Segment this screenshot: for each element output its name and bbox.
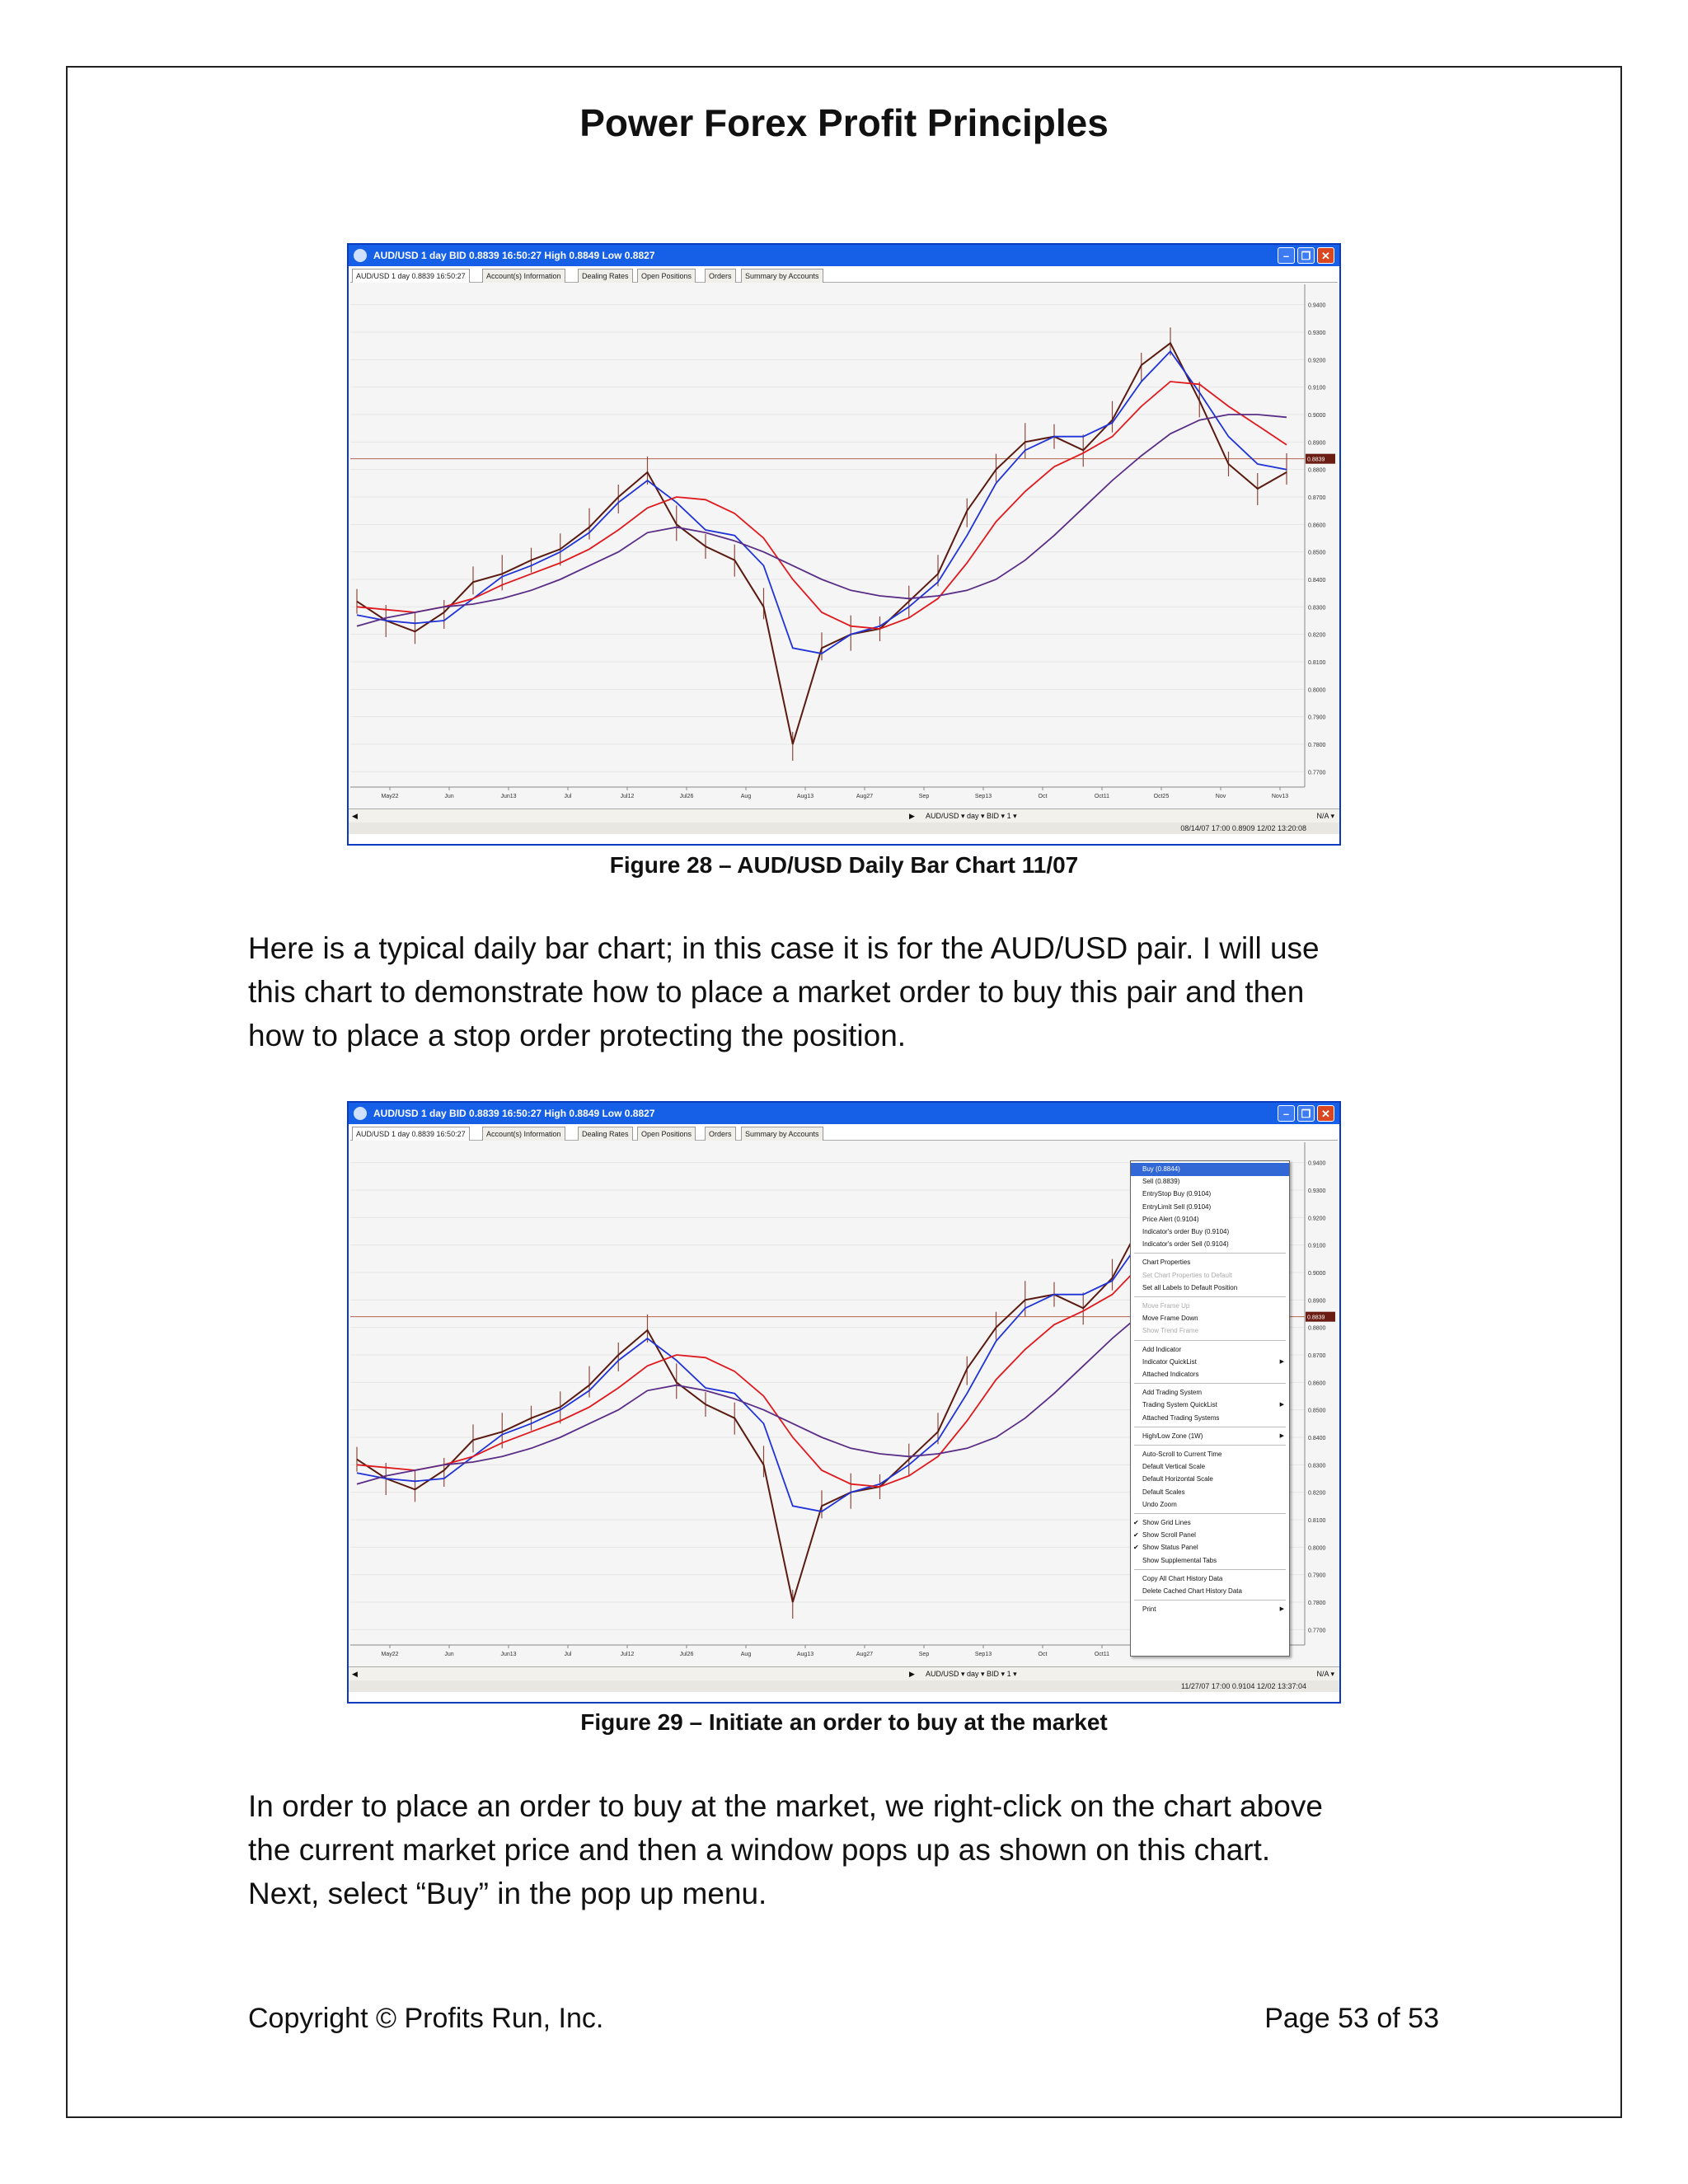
paragraph-2-line: the current market price and then a window pops up as shown on this chart. [248, 1833, 1271, 1867]
menu-item-label: Default Vertical Scale [1142, 1463, 1206, 1471]
menu-item[interactable] [1131, 1486, 1289, 1499]
menu-item[interactable] [1131, 1238, 1289, 1251]
menu-item[interactable] [1131, 1368, 1289, 1381]
x-tick-label: Jul [564, 794, 572, 799]
checkmark-icon: ✔ [1133, 1531, 1139, 1540]
paragraph-1 [248, 926, 1451, 1057]
chart-window-figure-28 [347, 243, 1341, 846]
x-tick-label: Nov [1215, 794, 1226, 799]
x-tick-label: Oct [1038, 1652, 1048, 1657]
y-tick-label: 0.8500 [1308, 1408, 1326, 1414]
x-tick-label: Jul26 [679, 1652, 694, 1657]
current-price-label: 0.8839 [1307, 1315, 1325, 1321]
y-tick-label: 0.9300 [1308, 1188, 1326, 1194]
maximize-icon[interactable]: ❐ [1297, 247, 1315, 264]
tab-accounts[interactable]: Account(s) Information [482, 1127, 565, 1141]
paragraph-1-line: how to place a stop order protecting the position. [248, 1019, 907, 1052]
menu-item-label: Show Status Panel [1142, 1544, 1198, 1552]
menu-separator [1134, 1296, 1286, 1297]
tab-dealing-rates[interactable]: Dealing Rates [578, 269, 633, 283]
menu-item-label: Add Trading System [1142, 1389, 1203, 1397]
y-tick-label: 0.8300 [1308, 605, 1326, 612]
x-tick-label: Jun13 [500, 794, 517, 799]
tab-summary[interactable]: Summary by Accounts [741, 1127, 823, 1141]
tab-summary[interactable]: Summary by Accounts [741, 269, 823, 283]
menu-item[interactable] [1131, 1226, 1289, 1239]
y-tick-label: 0.8700 [1308, 1353, 1326, 1359]
menu-item-label: Delete Cached Chart History Data [1142, 1587, 1242, 1595]
menu-item-label: Indicator's order Buy (0.9104) [1142, 1228, 1230, 1235]
menu-item-label: Undo Zoom [1142, 1500, 1177, 1508]
menu-item[interactable] [1131, 1554, 1289, 1568]
x-tick-label: Oct11 [1094, 794, 1110, 799]
menu-item-label: Show Grid Lines [1142, 1519, 1191, 1526]
tab-accounts[interactable]: Account(s) Information [482, 269, 565, 283]
x-tick-label: May22 [381, 1652, 399, 1657]
tab-orders[interactable]: Orders [705, 269, 736, 283]
x-tick-label: Sep13 [974, 794, 992, 799]
y-tick-label: 0.8900 [1308, 440, 1326, 447]
maximize-icon[interactable]: ❐ [1297, 1105, 1315, 1122]
app-icon [354, 1107, 367, 1120]
price-chart[interactable] [349, 283, 1339, 808]
menu-item[interactable] [1131, 1175, 1289, 1188]
tab-dealing-rates[interactable]: Dealing Rates [578, 1127, 633, 1141]
x-tick-label: Aug [740, 1652, 752, 1657]
x-tick-label: Jul [564, 1652, 572, 1657]
menu-item[interactable] [1131, 1448, 1289, 1461]
menu-item-label: Auto-Scroll to Current Time [1142, 1451, 1222, 1458]
x-tick-label: Oct11 [1094, 1652, 1110, 1657]
submenu-arrow-icon: ▶ [1279, 1432, 1284, 1439]
window-title: AUD/USD 1 day BID 0.8839 16:50:27 High 0.8849 Low 0.8827 [373, 1108, 655, 1119]
window-title-bar [349, 245, 1339, 266]
x-tick-label: May22 [381, 794, 399, 799]
chart-context-menu [1130, 1160, 1290, 1657]
menu-item[interactable] [1131, 1572, 1289, 1586]
x-tick-label: Nov13 [1271, 794, 1289, 799]
menu-separator [1134, 1445, 1286, 1446]
menu-item[interactable] [1131, 1201, 1289, 1214]
menu-item[interactable] [1131, 1213, 1289, 1226]
menu-item[interactable] [1131, 1460, 1289, 1474]
scroll-left-icon[interactable]: ◀ [352, 812, 358, 820]
menu-separator [1134, 1383, 1286, 1384]
checkmark-icon: ✔ [1133, 1544, 1139, 1552]
y-tick-label: 0.9400 [1308, 302, 1326, 309]
menu-item-label: High/Low Zone (1W) [1142, 1432, 1203, 1440]
minimize-icon[interactable]: – [1278, 1105, 1295, 1122]
menu-item[interactable] [1131, 1516, 1289, 1530]
y-tick-label: 0.8200 [1308, 632, 1326, 639]
menu-item[interactable] [1131, 1188, 1289, 1201]
footer-copyright: Copyright © Profits Run, Inc. [248, 2003, 604, 2034]
submenu-arrow-icon: ▶ [1279, 1358, 1284, 1365]
scroll-left-icon[interactable]: ◀ [352, 1670, 358, 1678]
menu-item-label: Default Scales [1142, 1488, 1185, 1496]
y-tick-label: 0.8900 [1308, 1298, 1326, 1305]
menu-item[interactable] [1131, 1541, 1289, 1554]
menu-item-label: Default Horizontal Scale [1142, 1475, 1213, 1483]
tab-orders[interactable]: Orders [705, 1127, 736, 1141]
y-tick-label: 0.8100 [1308, 1518, 1326, 1524]
status-bar: 11/27/07 17:00 0.9104 12/02 13:37:04 [349, 1680, 1339, 1692]
menu-item[interactable] [1131, 1603, 1289, 1616]
y-tick-label: 0.8000 [1308, 1545, 1326, 1552]
menu-item[interactable] [1131, 1356, 1289, 1369]
tab-strip [350, 267, 1338, 283]
x-tick-label: Aug13 [796, 1652, 814, 1657]
menu-item [1131, 1324, 1289, 1338]
paragraph-2-line: In order to place an order to buy at the market, we right-click on the chart above [248, 1789, 1323, 1823]
menu-item-label: Trading System QuickList [1142, 1401, 1217, 1409]
x-tick-label: Jun [444, 794, 454, 799]
menu-item-label: Copy All Chart History Data [1142, 1574, 1223, 1582]
y-tick-label: 0.8300 [1308, 1463, 1326, 1469]
menu-item-label: Add Indicator [1142, 1345, 1182, 1353]
menu-item-label: Show Trend Frame [1142, 1327, 1199, 1335]
y-tick-label: 0.7800 [1308, 743, 1326, 748]
y-tick-label: 0.8100 [1308, 660, 1326, 666]
menu-item-label: Indicator's order Sell (0.9104) [1142, 1240, 1229, 1249]
tab-chart[interactable]: AUD/USD 1 day 0.8839 16:50:27 [352, 1127, 470, 1141]
menu-item-label: Price Alert (0.9104) [1142, 1215, 1199, 1223]
menu-item-label: Buy (0.8844) [1142, 1165, 1180, 1173]
x-tick-label: Jun [444, 1652, 454, 1657]
menu-item-label: Move Frame Up [1142, 1302, 1190, 1310]
x-tick-label: Aug [740, 794, 752, 799]
menu-item-label: Show Scroll Panel [1142, 1531, 1196, 1540]
menu-item-label: EntryLimit Sell (0.9104) [1142, 1202, 1212, 1211]
menu-item [1131, 1300, 1289, 1313]
scroll-right-icon[interactable]: ▶ [909, 1670, 915, 1678]
menu-item-label: Move Frame Down [1142, 1315, 1198, 1323]
chart-window-figure-29 [347, 1101, 1341, 1704]
menu-item[interactable] [1131, 1585, 1289, 1598]
current-price-label: 0.8839 [1307, 457, 1325, 463]
x-tick-label: Aug27 [856, 794, 874, 799]
checkmark-icon: ✔ [1133, 1519, 1139, 1526]
figure-29-caption: Figure 29 – Initiate an order to buy at the market [580, 1709, 1108, 1735]
symbol-selector[interactable]: AUD/USD ▾ day ▾ BID ▾ 1 ▾ [926, 1670, 1017, 1678]
menu-item-label: EntryStop Buy (0.9104) [1142, 1190, 1212, 1198]
x-tick-label: Jul12 [620, 1652, 635, 1657]
app-icon [354, 249, 367, 262]
na-selector[interactable]: N/A ▾ [1316, 1670, 1334, 1678]
x-tick-label: Aug13 [796, 794, 814, 799]
x-tick-label: Jul26 [679, 794, 694, 799]
menu-item[interactable] [1131, 1282, 1289, 1295]
submenu-arrow-icon: ▶ [1279, 1402, 1284, 1408]
tab-open-positions[interactable]: Open Positions [637, 269, 696, 283]
window-title-bar [349, 1103, 1339, 1124]
menu-separator [1134, 1340, 1286, 1341]
y-tick-label: 0.7800 [1308, 1601, 1326, 1606]
y-tick-label: 0.9200 [1308, 1216, 1326, 1222]
menu-item[interactable] [1131, 1343, 1289, 1357]
x-tick-label: Jul12 [620, 794, 635, 799]
menu-item[interactable] [1131, 1386, 1289, 1399]
tab-strip [350, 1125, 1338, 1141]
y-tick-label: 0.9000 [1308, 1271, 1326, 1277]
menu-separator [1134, 1569, 1286, 1570]
menu-item[interactable] [1131, 1498, 1289, 1511]
close-icon[interactable]: ✕ [1317, 247, 1334, 264]
x-tick-label: Sep [918, 794, 930, 799]
y-tick-label: 0.9300 [1308, 330, 1326, 336]
submenu-arrow-icon: ▶ [1279, 1606, 1284, 1613]
menu-item [1131, 1269, 1289, 1282]
menu-item[interactable] [1131, 1473, 1289, 1486]
y-tick-label: 0.9100 [1308, 385, 1326, 391]
window-title: AUD/USD 1 day BID 0.8839 16:50:27 High 0.8849 Low 0.8827 [373, 250, 655, 261]
menu-item[interactable] [1131, 1312, 1289, 1325]
figure-28-caption: Figure 28 – AUD/USD Daily Bar Chart 11/07 [609, 852, 1079, 878]
menu-item-label: Chart Properties [1142, 1258, 1191, 1267]
symbol-selector[interactable]: AUD/USD ▾ day ▾ BID ▾ 1 ▾ [926, 812, 1017, 820]
paragraph-2 [248, 1784, 1451, 1915]
y-tick-label: 0.7700 [1308, 770, 1326, 776]
x-tick-label: Sep13 [974, 1652, 992, 1657]
menu-separator [1134, 1513, 1286, 1514]
menu-item[interactable] [1131, 1430, 1289, 1443]
menu-item[interactable] [1131, 1399, 1289, 1412]
menu-item-label: Attached Indicators [1142, 1371, 1199, 1378]
x-tick-label: Aug27 [856, 1652, 874, 1657]
x-tick-label: Oct25 [1153, 794, 1170, 799]
y-tick-label: 0.7900 [1308, 1572, 1326, 1579]
y-tick-label: 0.7900 [1308, 715, 1326, 721]
menu-item[interactable] [1131, 1256, 1289, 1269]
x-tick-label: Jun13 [500, 1652, 517, 1657]
chart-background [349, 283, 1339, 808]
status-bar: 08/14/07 17:00 0.8909 12/02 13:20:08 [349, 823, 1339, 834]
menu-item-label: Print [1142, 1605, 1156, 1614]
menu-item-label: Sell (0.8839) [1142, 1178, 1180, 1186]
y-tick-label: 0.8400 [1308, 1436, 1326, 1441]
y-tick-label: 0.8500 [1308, 550, 1326, 556]
y-tick-label: 0.8200 [1308, 1490, 1326, 1497]
menu-item-label: Set all Labels to Default Position [1142, 1283, 1238, 1291]
menu-item-label: Indicator QuickList [1142, 1357, 1197, 1366]
menu-item-label: Show Supplemental Tabs [1142, 1556, 1217, 1564]
y-tick-label: 0.7700 [1308, 1628, 1326, 1634]
x-tick-label: Oct [1038, 794, 1048, 799]
chart-toolbar [349, 808, 1339, 823]
na-selector[interactable]: N/A ▾ [1316, 812, 1334, 820]
paragraph-1-line: this chart to demonstrate how to place a market order to buy this pair and then [248, 975, 1305, 1009]
y-tick-label: 0.9100 [1308, 1243, 1326, 1249]
y-tick-label: 0.9400 [1308, 1160, 1326, 1167]
y-tick-label: 0.8600 [1308, 523, 1326, 529]
menu-item-label: Attached Trading Systems [1142, 1413, 1220, 1422]
paragraph-2-line: Next, select “Buy” in the pop up menu. [248, 1877, 767, 1910]
menu-item-label: Set Chart Properties to Default [1142, 1271, 1232, 1279]
y-tick-label: 0.8700 [1308, 495, 1326, 501]
footer-page-number: Page 53 of 53 [1264, 2003, 1439, 2034]
y-tick-label: 0.8600 [1308, 1380, 1326, 1387]
menu-separator [1134, 1253, 1286, 1254]
y-tick-label: 0.9200 [1308, 358, 1326, 364]
chart-toolbar [349, 1666, 1339, 1680]
y-tick-label: 0.8400 [1308, 578, 1326, 583]
y-tick-label: 0.8800 [1308, 467, 1326, 474]
y-tick-label: 0.9000 [1308, 413, 1326, 419]
scroll-right-icon[interactable]: ▶ [909, 812, 915, 820]
y-tick-label: 0.8000 [1308, 687, 1326, 694]
tab-chart[interactable]: AUD/USD 1 day 0.8839 16:50:27 [352, 269, 470, 283]
menu-item[interactable] [1131, 1529, 1289, 1542]
menu-item[interactable] [1131, 1163, 1289, 1176]
menu-item[interactable] [1131, 1412, 1289, 1425]
paragraph-1-line: Here is a typical daily bar chart; in this case it is for the AUD/USD pair. I will use [248, 931, 1320, 965]
y-tick-label: 0.8800 [1308, 1325, 1326, 1332]
close-icon[interactable]: ✕ [1317, 1105, 1334, 1122]
minimize-icon[interactable]: – [1278, 247, 1295, 264]
document-title: Power Forex Profit Principles [579, 101, 1109, 144]
menu-separator [1134, 1600, 1286, 1601]
tab-open-positions[interactable]: Open Positions [637, 1127, 696, 1141]
x-tick-label: Sep [918, 1652, 930, 1657]
